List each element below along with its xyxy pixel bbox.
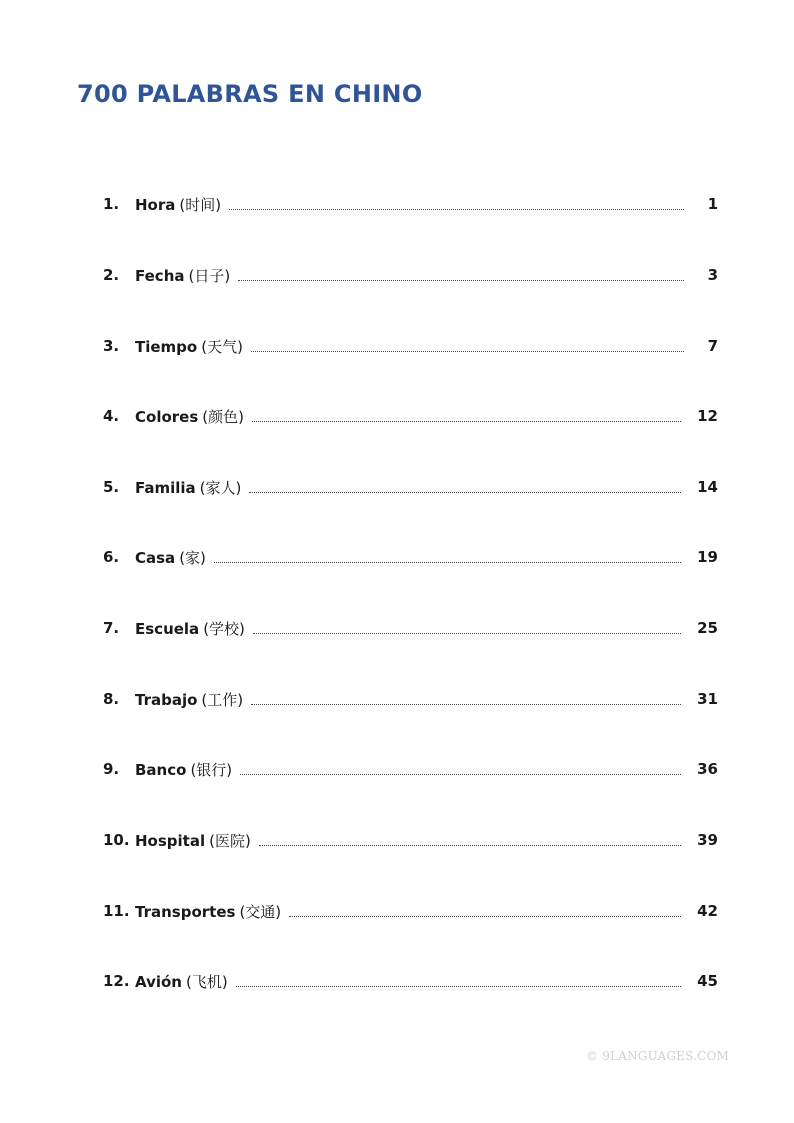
toc-entry-chinese: (医院) bbox=[209, 831, 251, 850]
toc-entry-page: 45 bbox=[697, 972, 718, 990]
toc-entry-page: 7 bbox=[707, 337, 718, 355]
toc-entry-number: 3. bbox=[103, 337, 120, 355]
toc-entry-title bbox=[135, 901, 281, 922]
toc-leader-dots bbox=[251, 351, 684, 352]
toc-entry-chinese: (银行) bbox=[190, 760, 233, 779]
toc-entry-label: Casa bbox=[135, 548, 176, 567]
toc-entry-chinese: (日子) bbox=[188, 266, 231, 285]
toc-entry-label: Colores bbox=[135, 407, 199, 426]
toc-leader-dots bbox=[249, 492, 681, 493]
toc-entry[interactable] bbox=[103, 757, 718, 781]
toc-entry-number: 11. bbox=[103, 902, 130, 920]
toc-leader-dots bbox=[252, 421, 681, 422]
copyright-footer: © 9LANGUAGES.COM bbox=[586, 1049, 730, 1063]
toc-entry-page: 3 bbox=[707, 266, 718, 284]
toc-entry[interactable] bbox=[103, 687, 718, 711]
toc-leader-dots bbox=[259, 845, 681, 846]
document-title: 700 PALABRAS EN CHINO bbox=[77, 80, 423, 108]
toc-entry-label: Transportes bbox=[135, 902, 236, 921]
toc-entry[interactable] bbox=[103, 828, 718, 852]
toc-entry[interactable] bbox=[103, 404, 718, 428]
toc-entry-title bbox=[135, 971, 228, 992]
toc-entry-chinese: (学校) bbox=[203, 619, 245, 638]
toc-entry-title bbox=[135, 477, 241, 498]
toc-entry-number: 2. bbox=[103, 266, 120, 284]
toc-leader-dots bbox=[251, 704, 681, 705]
toc-entry-chinese: (时间) bbox=[179, 195, 222, 214]
toc-entry-page: 25 bbox=[697, 619, 718, 637]
toc-entry-chinese: (交通) bbox=[239, 902, 282, 921]
toc-entry-page: 42 bbox=[697, 902, 718, 920]
toc-entry-chinese: (飞机) bbox=[185, 972, 228, 991]
toc-entry-number: 1. bbox=[103, 195, 120, 213]
toc-entry-number: 4. bbox=[103, 407, 120, 425]
toc-leader-dots bbox=[289, 916, 681, 917]
toc-entry-chinese: (颜色) bbox=[202, 407, 244, 426]
toc-entry-label: Avión bbox=[135, 972, 182, 991]
toc-entry-page: 19 bbox=[697, 548, 718, 566]
toc-entry-title bbox=[135, 830, 251, 851]
toc-entry-label: Tiempo bbox=[135, 337, 198, 356]
toc-entry-label: Escuela bbox=[135, 619, 200, 638]
toc-entry-label: Hospital bbox=[135, 831, 206, 850]
toc-entry-label: Trabajo bbox=[135, 690, 198, 709]
toc-leader-dots bbox=[236, 986, 681, 987]
toc-entry[interactable] bbox=[103, 616, 718, 640]
toc-leader-dots bbox=[238, 280, 684, 281]
toc-entry-number: 6. bbox=[103, 548, 120, 566]
toc-entry-title bbox=[135, 406, 244, 427]
toc-leader-dots bbox=[229, 209, 684, 210]
toc-entry[interactable] bbox=[103, 899, 718, 923]
toc-leader-dots bbox=[253, 633, 681, 634]
toc-entry-number: 7. bbox=[103, 619, 120, 637]
toc-entry-title bbox=[135, 265, 230, 286]
toc-entry[interactable] bbox=[103, 334, 718, 358]
toc-entry-chinese: (家人) bbox=[199, 478, 242, 497]
toc-entry-title bbox=[135, 759, 232, 780]
toc-entry-title bbox=[135, 194, 221, 215]
toc-entry-page: 36 bbox=[697, 760, 718, 778]
toc-entry-title bbox=[135, 618, 245, 639]
toc-entry[interactable] bbox=[103, 192, 718, 216]
toc-entry[interactable] bbox=[103, 263, 718, 287]
toc-leader-dots bbox=[240, 774, 681, 775]
toc-entry-number: 5. bbox=[103, 478, 120, 496]
toc-entry-chinese: (工作) bbox=[201, 690, 244, 709]
toc-entry-title bbox=[135, 336, 243, 357]
toc-entry-page: 39 bbox=[697, 831, 718, 849]
toc-entry-number: 8. bbox=[103, 690, 120, 708]
toc-entry-label: Familia bbox=[135, 478, 196, 497]
toc-entry-chinese: (家) bbox=[179, 548, 206, 567]
toc-entry-page: 31 bbox=[697, 690, 718, 708]
toc-entry[interactable] bbox=[103, 545, 718, 569]
toc-entry[interactable] bbox=[103, 475, 718, 499]
toc-entry-page: 1 bbox=[707, 195, 718, 213]
toc-entry-title bbox=[135, 689, 243, 710]
toc-entry-label: Banco bbox=[135, 760, 187, 779]
toc-entry-chinese: (天气) bbox=[201, 337, 243, 356]
toc-entry-label: Fecha bbox=[135, 266, 185, 285]
toc-entry-number: 12. bbox=[103, 972, 130, 990]
toc-entry-page: 14 bbox=[697, 478, 718, 496]
toc-entry-title bbox=[135, 547, 206, 568]
toc-entry-number: 9. bbox=[103, 760, 120, 778]
toc-leader-dots bbox=[214, 562, 681, 563]
toc-entry-page: 12 bbox=[697, 407, 718, 425]
toc-entry[interactable] bbox=[103, 969, 718, 993]
toc-entry-number: 10. bbox=[103, 831, 130, 849]
toc-entry-label: Hora bbox=[135, 195, 176, 214]
